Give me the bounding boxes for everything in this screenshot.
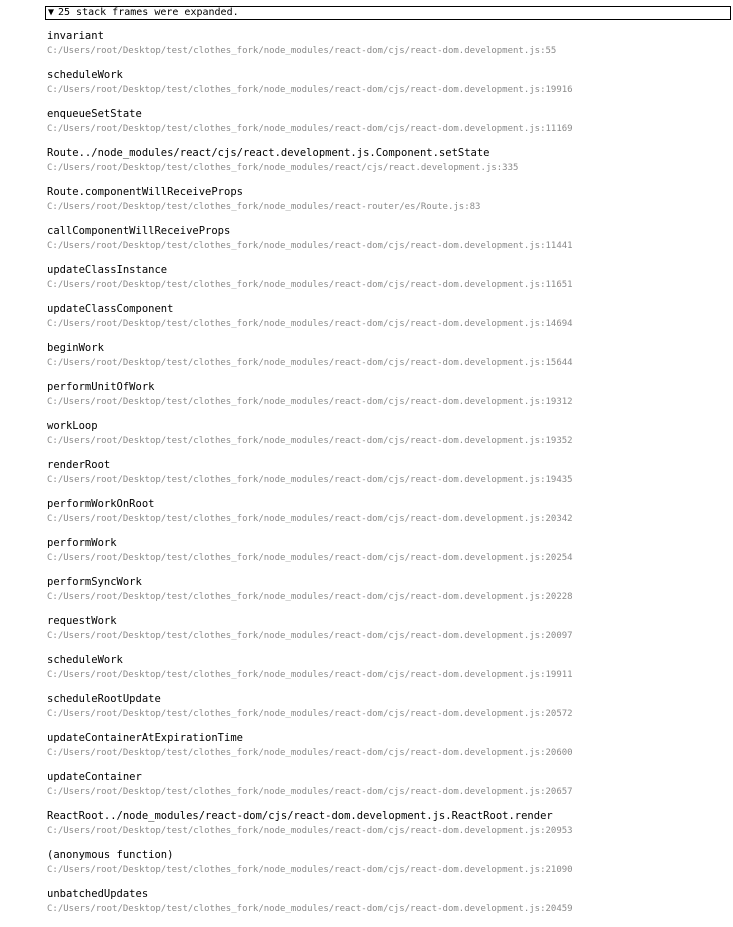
stack-frame-file-location[interactable]: C:/Users/root/Desktop/test/clothes_fork/node_modules/react-dom/cjs/react-dom.development.js:11441: [47, 241, 573, 251]
stack-frame: [47, 381, 727, 420]
stack-frame-function-name[interactable]: enqueueSetState: [47, 108, 142, 120]
stack-frame: [47, 186, 727, 225]
stack-frame-function-name[interactable]: scheduleRootUpdate: [47, 693, 161, 705]
stack-frame: [47, 30, 727, 69]
stack-frame-file-location[interactable]: C:/Users/root/Desktop/test/clothes_fork/node_modules/react-dom/cjs/react-dom.development.js:21090: [47, 865, 573, 875]
stack-frame: [47, 69, 727, 108]
stack-frame-file-location[interactable]: C:/Users/root/Desktop/test/clothes_fork/node_modules/react-dom/cjs/react-dom.development.js:11651: [47, 280, 573, 290]
stack-frame: [47, 108, 727, 147]
stack-frame: [47, 810, 727, 849]
stack-frame-function-name[interactable]: performSyncWork: [47, 576, 142, 588]
stack-frame-file-location[interactable]: C:/Users/root/Desktop/test/clothes_fork/node_modules/react-dom/cjs/react-dom.development.js:20228: [47, 592, 573, 602]
stack-frame: [47, 264, 727, 303]
collapse-frames-toggle[interactable]: [45, 6, 731, 20]
stack-frame: [47, 459, 727, 498]
stack-frame-file-location[interactable]: C:/Users/root/Desktop/test/clothes_fork/node_modules/react-dom/cjs/react-dom.development.js:20600: [47, 748, 573, 758]
stack-frame: [47, 576, 727, 615]
stack-frame-function-name[interactable]: renderRoot: [47, 459, 111, 471]
stack-frame: [47, 771, 727, 810]
stack-frame-file-location[interactable]: C:/Users/root/Desktop/test/clothes_fork/node_modules/react-dom/cjs/react-dom.development.js:19916: [47, 85, 573, 95]
stack-frame-file-location[interactable]: C:/Users/root/Desktop/test/clothes_fork/node_modules/react/cjs/react.development.js:335: [47, 163, 519, 173]
stack-frame-function-name[interactable]: invariant: [47, 30, 104, 42]
stack-frame: [47, 498, 727, 537]
stack-frame: [47, 537, 727, 576]
stack-frame: [47, 654, 727, 693]
stack-frame-function-name[interactable]: Route.componentWillReceiveProps: [47, 186, 243, 198]
stack-frame-function-name[interactable]: workLoop: [47, 420, 98, 432]
stack-frame-file-location[interactable]: C:/Users/root/Desktop/test/clothes_fork/node_modules/react-dom/cjs/react-dom.development.js:11169: [47, 124, 573, 134]
collapse-frames-label: 25 stack frames were expanded.: [58, 7, 239, 18]
stack-frame-file-location[interactable]: C:/Users/root/Desktop/test/clothes_fork/node_modules/react-dom/cjs/react-dom.development.js:20097: [47, 631, 573, 641]
stack-frame: [47, 225, 727, 264]
stack-frame-function-name[interactable]: performWorkOnRoot: [47, 498, 155, 510]
stack-frame: [47, 693, 727, 732]
stack-frame-function-name[interactable]: (anonymous function): [47, 849, 174, 861]
stack-frame: [47, 732, 727, 771]
stack-frame-function-name[interactable]: performWork: [47, 537, 117, 549]
stack-frame-file-location[interactable]: C:/Users/root/Desktop/test/clothes_fork/node_modules/react-dom/cjs/react-dom.development.js:19312: [47, 397, 573, 407]
stack-frame-function-name[interactable]: beginWork: [47, 342, 104, 354]
stack-frame-function-name[interactable]: scheduleWork: [47, 69, 123, 81]
stack-frame-function-name[interactable]: updateClassInstance: [47, 264, 168, 276]
stack-frame-function-name[interactable]: updateContainer: [47, 771, 142, 783]
stack-frame: [47, 888, 727, 927]
stack-frame-file-location[interactable]: C:/Users/root/Desktop/test/clothes_fork/node_modules/react-dom/cjs/react-dom.development.js:20254: [47, 553, 573, 563]
stack-frame: [47, 147, 727, 186]
stack-frame-file-location[interactable]: C:/Users/root/Desktop/test/clothes_fork/node_modules/react-dom/cjs/react-dom.development.js:19911: [47, 670, 573, 680]
stack-frame-function-name[interactable]: Route../node_modules/react/cjs/react.development.js.Component.setState: [47, 147, 490, 159]
stack-frame: [47, 303, 727, 342]
stack-frame-function-name[interactable]: requestWork: [47, 615, 117, 627]
stack-frame: [47, 849, 727, 888]
stack-frame-function-name[interactable]: ReactRoot../node_modules/react-dom/cjs/react-dom.development.js.ReactRoot.render: [47, 810, 553, 822]
stack-frame-file-location[interactable]: C:/Users/root/Desktop/test/clothes_fork/node_modules/react-dom/cjs/react-dom.development.js:20572: [47, 709, 573, 719]
stack-frame-file-location[interactable]: C:/Users/root/Desktop/test/clothes_fork/node_modules/react-dom/cjs/react-dom.development.js:14694: [47, 319, 573, 329]
stack-frame-function-name[interactable]: updateContainerAtExpirationTime: [47, 732, 243, 744]
stack-frame-function-name[interactable]: updateClassComponent: [47, 303, 174, 315]
stack-frame: [47, 342, 727, 381]
stack-frame: [47, 420, 727, 459]
stack-frame-function-name[interactable]: callComponentWillReceiveProps: [47, 225, 231, 237]
stack-frame-file-location[interactable]: C:/Users/root/Desktop/test/clothes_fork/node_modules/react-dom/cjs/react-dom.development.js:20459: [47, 904, 573, 914]
stack-frame-file-location[interactable]: C:/Users/root/Desktop/test/clothes_fork/node_modules/react-dom/cjs/react-dom.development.js:15644: [47, 358, 573, 368]
triangle-down-icon: ▼: [48, 7, 55, 18]
stack-frame-file-location[interactable]: C:/Users/root/Desktop/test/clothes_fork/node_modules/react-dom/cjs/react-dom.development.js:20657: [47, 787, 573, 797]
stack-frame-file-location[interactable]: C:/Users/root/Desktop/test/clothes_fork/node_modules/react-dom/cjs/react-dom.development.js:19352: [47, 436, 573, 446]
stack-frame-function-name[interactable]: performUnitOfWork: [47, 381, 155, 393]
stack-frame-file-location[interactable]: C:/Users/root/Desktop/test/clothes_fork/node_modules/react-dom/cjs/react-dom.development.js:20953: [47, 826, 573, 836]
stack-frame: [47, 615, 727, 654]
stack-frame-function-name[interactable]: scheduleWork: [47, 654, 123, 666]
stack-frame-file-location[interactable]: C:/Users/root/Desktop/test/clothes_fork/node_modules/react-dom/cjs/react-dom.development.js:20342: [47, 514, 573, 524]
stack-frame-file-location[interactable]: C:/Users/root/Desktop/test/clothes_fork/node_modules/react-dom/cjs/react-dom.development.js:19435: [47, 475, 573, 485]
stack-frame-list: [47, 30, 727, 927]
stack-frame-file-location[interactable]: C:/Users/root/Desktop/test/clothes_fork/node_modules/react-router/es/Route.js:83: [47, 202, 481, 212]
stack-frame-file-location[interactable]: C:/Users/root/Desktop/test/clothes_fork/node_modules/react-dom/cjs/react-dom.development.js:55: [47, 46, 557, 56]
stack-frame-function-name[interactable]: unbatchedUpdates: [47, 888, 149, 900]
